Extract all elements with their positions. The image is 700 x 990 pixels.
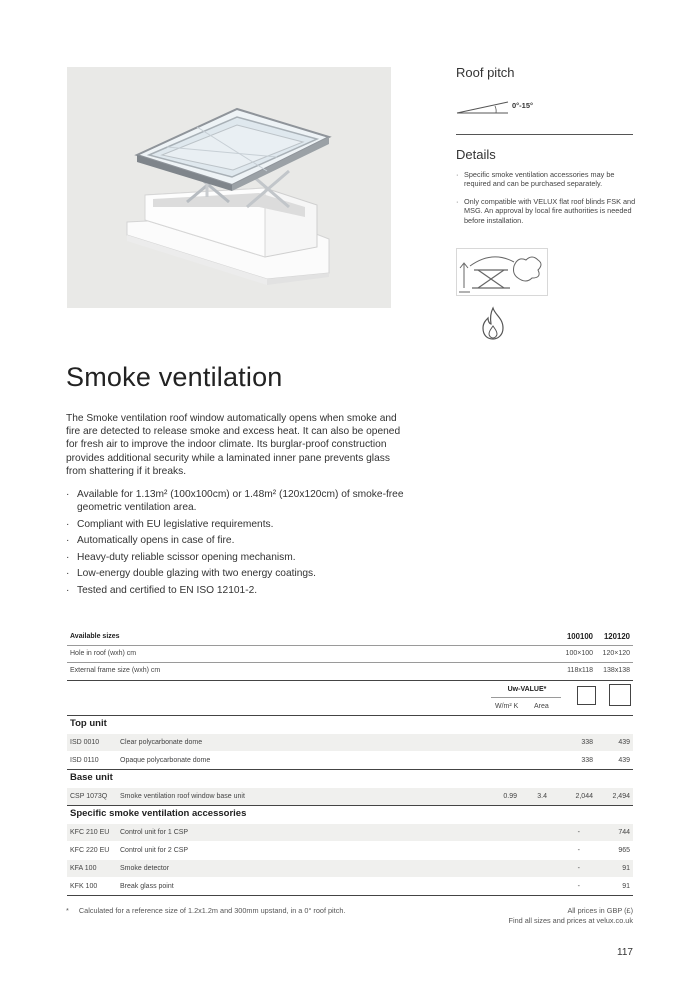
price-100100: - [577, 883, 580, 890]
price-120120: 91 [622, 883, 630, 890]
table-row [67, 645, 633, 662]
table-row [67, 842, 633, 859]
uw-value-label: Uw-VALUE* [507, 686, 547, 693]
price-100100: - [577, 865, 580, 872]
area-value: 3.4 [537, 793, 547, 800]
area-label: Area [534, 703, 549, 710]
price-120120: 744 [618, 829, 630, 836]
product-desc: Opaque polycarbonate dome [120, 757, 211, 764]
product-desc: Break glass point [120, 883, 174, 890]
divider [456, 134, 633, 135]
details-item: · Specific smoke ventilation accessories may be required and can be purchased separately. [456, 170, 638, 189]
price-120120: 965 [618, 847, 630, 854]
footnote-star: * [66, 906, 69, 915]
uw-unit-label: W/m² K [495, 703, 519, 710]
roof-pitch-title: Roof pitch [456, 65, 515, 80]
product-code: KFC 220 EU [70, 847, 110, 854]
feature-item: · Available for 1.13m² (100x100cm) or 1.48m² (120x120cm) of smoke-free geometric ventilation area. [66, 488, 411, 514]
size-col-2: 120120 [603, 632, 630, 641]
roof-pitch-icon [456, 98, 516, 116]
hole-label: Hole in roof (wxh) cm [70, 650, 137, 657]
details-item: · Only compatible with VELUX flat roof blinds FSK and MSG. An approval by local fire authorities is needed before installation. [456, 197, 638, 225]
product-code: CSP 1073Q [70, 793, 108, 800]
section-title-top-unit: Top unit [70, 718, 107, 729]
price-100100: - [577, 847, 580, 854]
section-title-base-unit: Base unit [70, 772, 113, 783]
price-100100: - [577, 829, 580, 836]
product-code: ISD 0010 [70, 739, 100, 746]
footnote-text: Calculated for a reference size of 1.2x1.2m and 300mm upstand, in a 0° roof pitch. [78, 906, 346, 915]
footnote [66, 906, 345, 915]
prices-note [470, 906, 633, 925]
table-row [67, 734, 633, 751]
product-code: KFK 100 [70, 883, 98, 890]
frame-value-1: 118x118 [567, 667, 593, 674]
hole-value-1: 100×100 [565, 650, 593, 657]
product-code: KFC 210 EU [70, 829, 110, 836]
product-code: KFA 100 [70, 865, 97, 872]
skylight-illustration [67, 67, 391, 308]
feature-item: · Heavy-duty reliable scissor opening mechanism. [66, 551, 411, 564]
table-row [67, 752, 633, 769]
smoke-ventilation-icon [456, 248, 548, 296]
intro-text: The Smoke ventilation roof window automatically opens when smoke and fire are detected to release smoke and excess heat. It can also be opened for fresh air to improve the indoor climate. Its burglar-proof construction provides additional security while a laminated inner pane prevents glass from shattering if it breaks. [66, 413, 401, 477]
table-header-row [67, 628, 633, 645]
product-desc: Control unit for 1 CSP [120, 829, 189, 836]
product-desc: Clear polycarbonate dome [120, 739, 203, 746]
roof-pitch-value: 0°-15° [512, 101, 534, 110]
feature-item: · Compliant with EU legislative requirements. [66, 518, 411, 531]
price-100100: 338 [581, 739, 593, 746]
size-120120-icon [609, 684, 631, 706]
product-desc: Control unit for 2 CSP [120, 847, 189, 854]
price-100100: 2,044 [575, 793, 593, 800]
table-row [67, 788, 633, 805]
prices-link: Find all sizes and prices at velux.co.uk [508, 915, 633, 925]
feature-item: · Automatically opens in case of fire. [66, 534, 411, 547]
feature-list [66, 488, 411, 600]
size-100100-icon [577, 686, 596, 705]
prices-currency: All prices in GBP (£) [567, 906, 633, 915]
price-table [67, 628, 633, 896]
price-120120: 91 [622, 865, 630, 872]
table-row [67, 662, 633, 679]
product-desc: Smoke ventilation roof window base unit [120, 793, 245, 800]
table-row [67, 824, 633, 841]
product-desc: Smoke detector [120, 865, 170, 872]
available-sizes-label: Available sizes [70, 633, 120, 640]
table-row [67, 860, 633, 877]
page-title: Smoke ventilation [66, 362, 283, 392]
table-row [67, 878, 633, 895]
fire-icon [479, 306, 507, 340]
details-list [456, 170, 638, 233]
hole-value-2: 120×120 [602, 650, 630, 657]
uw-value: 0.99 [503, 793, 517, 800]
frame-label: External frame size (wxh) cm [70, 667, 161, 674]
price-100100: 338 [581, 757, 593, 764]
details-title: Details [456, 147, 496, 162]
feature-item: · Tested and certified to EN ISO 12101-2. [66, 584, 411, 597]
price-120120: 2,494 [612, 793, 630, 800]
price-120120: 439 [618, 739, 630, 746]
price-120120: 439 [618, 757, 630, 764]
frame-value-2: 138x138 [603, 667, 630, 674]
size-col-1: 100100 [566, 632, 593, 641]
product-code: ISD 0110 [70, 757, 99, 764]
page-number: 117 [617, 947, 633, 958]
feature-item: · Low-energy double glazing with two energy coatings. [66, 567, 411, 580]
section-title-accessories: Specific smoke ventilation accessories [70, 808, 247, 819]
product-image [67, 67, 391, 308]
